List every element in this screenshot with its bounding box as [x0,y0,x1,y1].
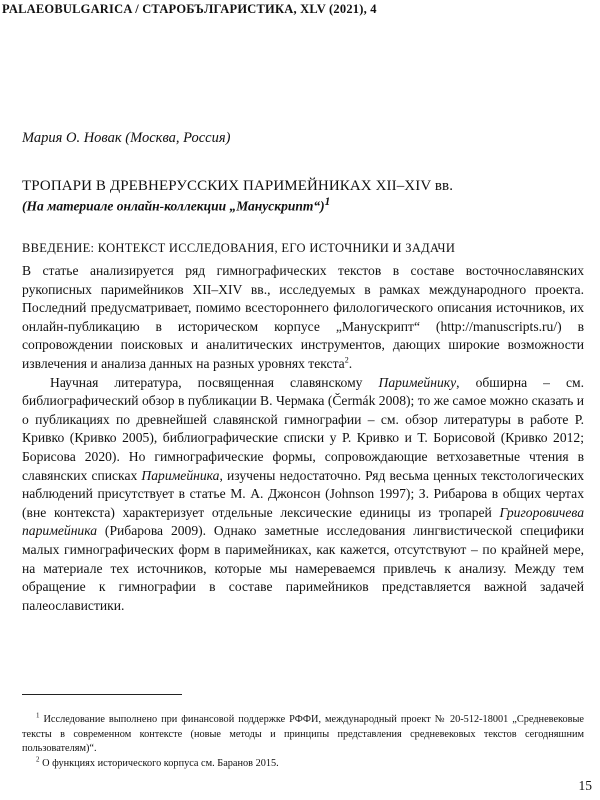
footnote-divider [22,694,182,695]
article-subtitle [22,196,330,215]
section-heading: ВВЕДЕНИЕ: КОНТЕКСТ ИССЛЕДОВАНИЯ, ЕГО ИСТОЧНИКИ И ЗАДАЧИ [22,241,456,255]
footnote-ref-1: 1 [324,196,331,208]
paragraph-2-part-c: , обширна – см. библиографический обзор в публикации В. Чермака (Čermák 2008); то же самое можно сказать и о публикациях по древнейшей славянской гимнографии – см. обзор литературы в работе Р. Кривко (Кривко 2005), библиографические списки у Р. Кривко и Т. Борисовой (Кривко 2012; Борисова 2020). Но гимнографические формы, сопровождающие ветхозаветные чтения в славянских списках [22,374,584,483]
page-number: 15 [578,778,592,793]
footnote-2-mark: 2 [36,755,40,764]
paragraph-2 [22,374,584,616]
paragraph-2-part-e: , изучены недостаточно. Ряд весьма ценных текстологических наблюдений присутствует в статье М. А. Джонсон (Johnson 1997); З. Рибарова в общих чертах (вне контекста) характеризует отдельные лексические единицы из тропарей [22,467,584,520]
footnote-ref-2: 2 [344,355,349,365]
article-body [22,262,584,615]
footnote-1-text: Исследование выполнено при финансовой поддержке РФФИ, международный проект № 20-512-18001 „Средневековые тексты в современном контексте (новые методы и принципы представления средневековых текстов сегодняшним пользователям)“. [22,714,584,754]
paragraph-2-part-a: Научная литература, посвященная славянскому [50,374,379,390]
article-title: ТРОПАРИ В ДРЕВНЕРУССКИХ ПАРИМЕЙНИКАХ XII–XIV вв. [22,178,454,194]
paragraph-2-part-g: (Рибарова 2009). Однако заметные исследования лингвистической специфики малых гимнографических форм в паримейниках, как кажется, отсутствуют – по крайней мере, на материале тех источников, которые мы намереваемся привлечь к анализу. Между тем обращение к гимнографии в составе паримейников представляется важной задачей палеославистики. [22,523,584,613]
footnote-2-text: О функциях исторического корпуса см. Баранов 2015. [39,757,279,769]
footnote-1-mark: 1 [36,711,40,720]
paragraph-2-term-3: Григоровичева паримейника [22,504,584,539]
footnotes [22,713,584,771]
paragraph-1: В статье анализируется ряд гимнографических текстов в составе восточнославянских рукописных паримейников XII–XIV вв., исследуемых в рамках международного проекта. Последний предусматривает, помимо всестороннего филологического описания источников, их онлайн-публикацию в историческом корпусе „Манускрипт“ (http://manuscripts.ru/) в сопровождении поисковых и аналитических инструментов, дающих широкие возможности извлечения и анализа данных на разных уровнях текста$^2$. [22,263,584,371]
article-subtitle-text: (На материале онлайн-коллекции „Манускрипт“) [22,198,325,214]
paragraph-2-term-2: Паримейника [141,467,220,483]
footnote-2 [22,757,584,772]
paragraph-2-term-1: Паримейнику [378,374,457,390]
footnote-1 [22,713,584,757]
running-header: PALAEOBULGARICA / СТАРОБЪЛГАРИСТИКА, XLV (2021), 4 [2,2,377,16]
article-author: Мария О. Новак (Москва, Россия) [22,130,231,146]
paragraph-1-text: В статье анализируется ряд гимнографических текстов в составе восточнославянских рукописных паримейников XII–XIV вв., исследуемых в рамках международного проекта. Последний предусматривает, помимо всестороннего филологического описания источников, их онлайн-публикацию в историческом корпусе „Манускрипт“ (http://manuscripts.ru/) в сопровождении поисковых и аналитических инструментов, дающих широкие возможности извлечения и анализа данных на разных уровнях текста [22,263,584,371]
